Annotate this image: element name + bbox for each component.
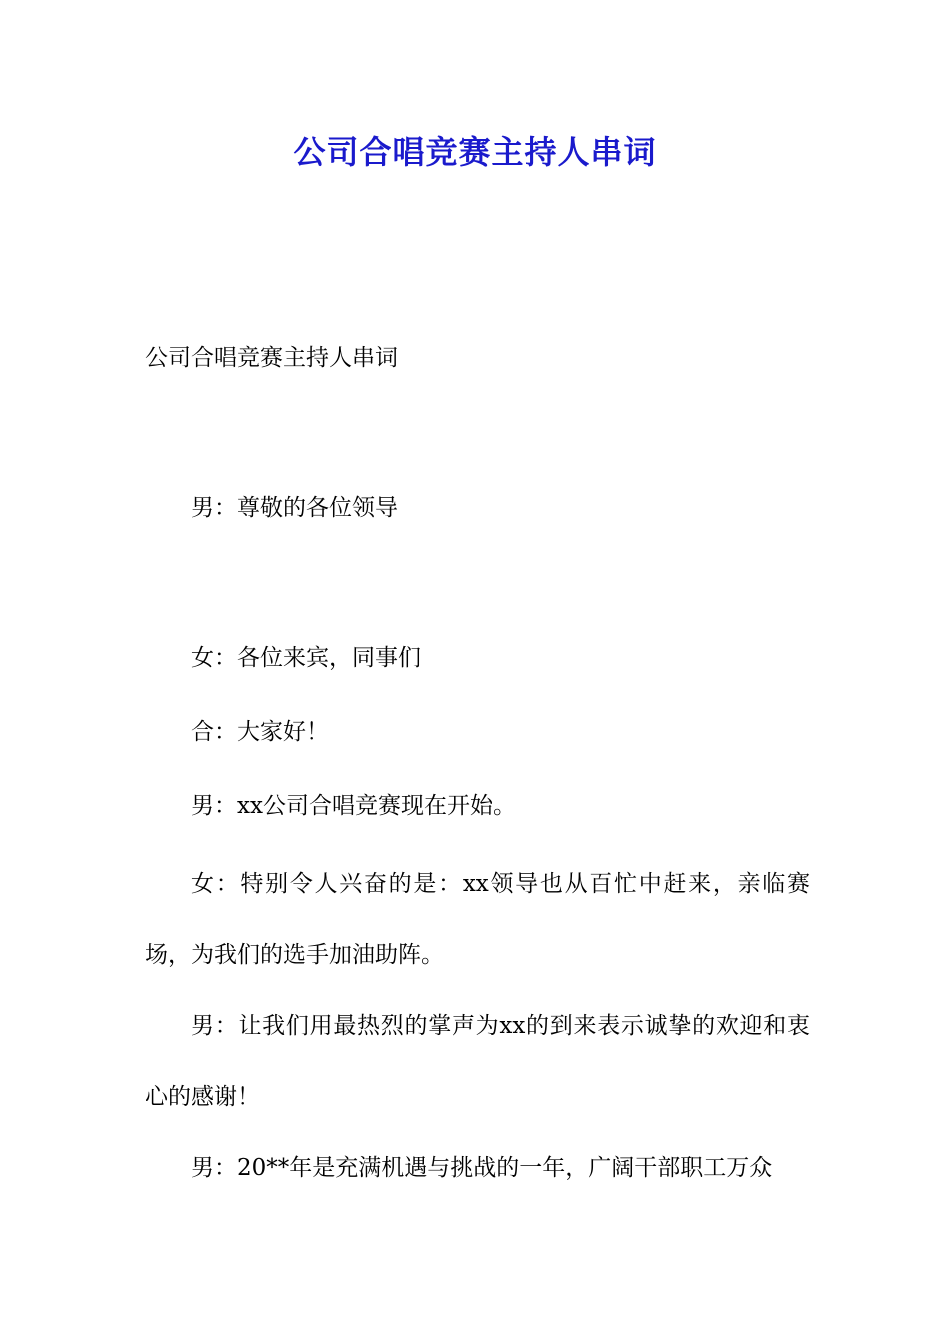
paragraph-greeting-female: 女：各位来宾，同事们 xyxy=(191,645,421,671)
document-subtitle: 公司合唱竞赛主持人串词 xyxy=(145,345,398,371)
paragraph-opening: 男：xx公司合唱竞赛现在开始。 xyxy=(191,793,516,819)
document-title: 公司合唱竞赛主持人串词 xyxy=(293,133,657,171)
paragraph-greeting-together: 合：大家好！ xyxy=(191,719,329,745)
paragraph-leader-arrival: 女：特别令人兴奋的是：xx领导也从百忙中赶来，亲临赛场，为我们的选手加油助阵。 xyxy=(145,871,810,968)
paragraph-year-intro: 男：20**年是充满机遇与挑战的一年，广阔干部职工万众 xyxy=(191,1155,773,1181)
paragraph-welcome: 男：让我们用最热烈的掌声为xx的到来表示诚挚的欢迎和衷心的感谢！ xyxy=(145,1013,810,1110)
paragraph-greeting-male: 男：尊敬的各位领导 xyxy=(191,495,398,521)
